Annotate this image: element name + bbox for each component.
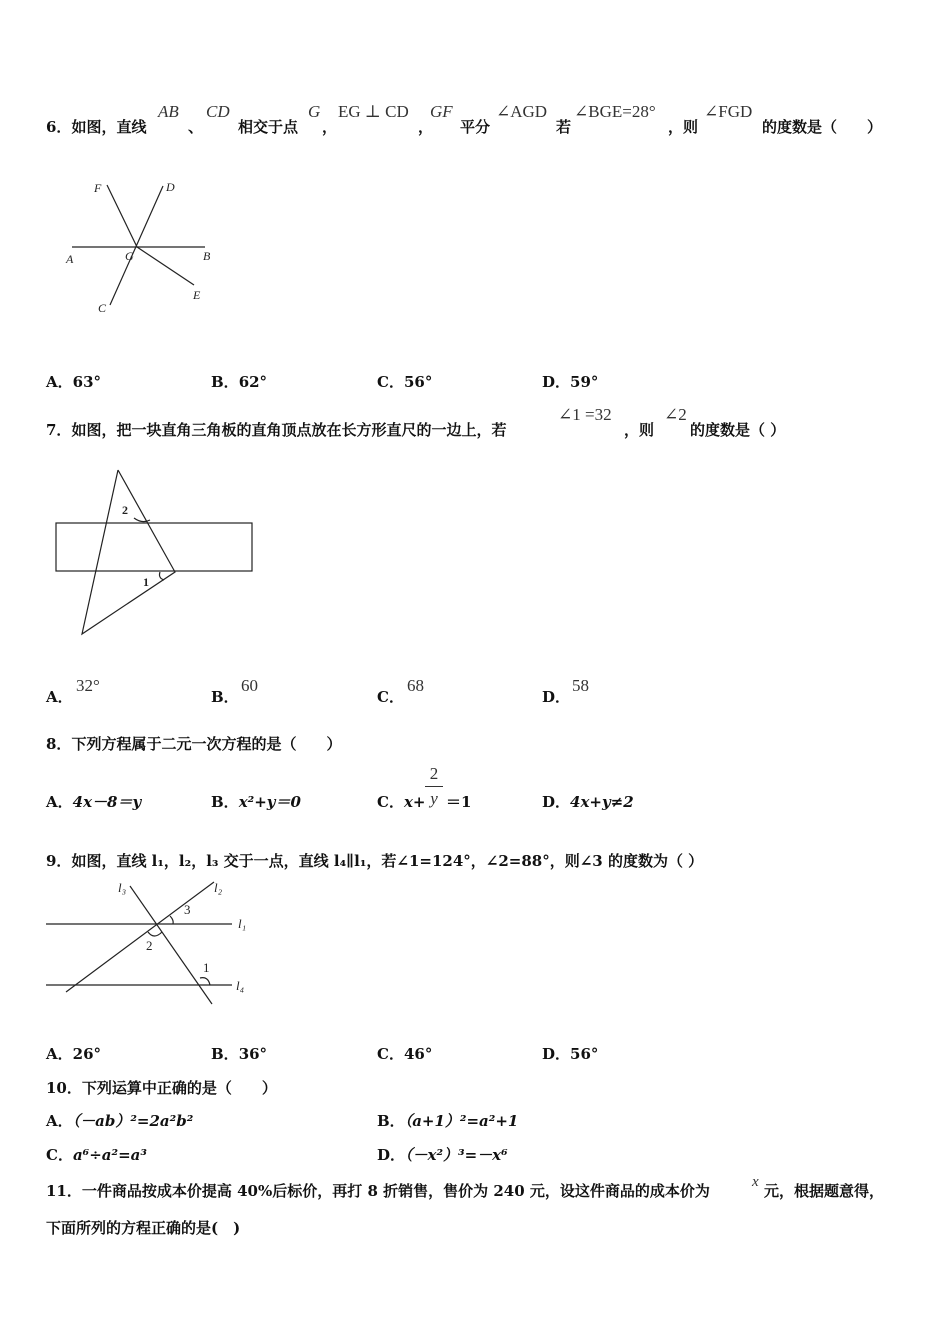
q7-ruler xyxy=(56,523,252,571)
q7-text-degree: 的度数是（ ） xyxy=(690,421,786,439)
q6-option-b[interactable]: B．62° xyxy=(211,373,268,391)
q6-option-a[interactable]: A．63° xyxy=(46,373,102,391)
q10-stem: 10．下列运算中正确的是（ ） xyxy=(46,1079,277,1097)
q6-math-agd: ∠AGD xyxy=(496,102,548,121)
q9-option-a[interactable]: A．26° xyxy=(46,1045,102,1063)
q6-text-degree: 的度数是（ ） xyxy=(762,118,883,136)
q9-label-2: 2 xyxy=(146,938,153,953)
q6-comma-2: ， xyxy=(418,118,434,136)
q7-angle2-arc xyxy=(134,518,150,522)
q6-label-d: D xyxy=(166,180,175,194)
q8-option-a[interactable]: A．4x－8＝y xyxy=(46,793,142,811)
q9-option-b[interactable]: B．36° xyxy=(211,1045,268,1063)
q10-option-c[interactable]: C．a⁶÷a²=a³ xyxy=(46,1146,147,1164)
q8-option-c[interactable]: C．x+ xyxy=(377,793,426,811)
q6-text-bisect: 平分 xyxy=(460,118,491,136)
q6-label-b: B xyxy=(203,249,211,263)
q10-option-d[interactable]: D．（－x²）³=－x⁶ xyxy=(377,1146,508,1164)
q9-label-1: 1 xyxy=(203,960,210,975)
q6-figure xyxy=(60,170,230,320)
q10-option-a[interactable]: A．（－ab）²=2a²b² xyxy=(46,1112,194,1130)
q8-option-c-fraction: 2 y xyxy=(425,764,443,809)
q7-label-2: 2 xyxy=(122,503,128,517)
q6-text-if: 若 xyxy=(556,118,572,136)
q6-label-c: C xyxy=(98,301,107,315)
q6-label-a: A xyxy=(66,252,74,266)
q6-ray-gf xyxy=(107,185,137,247)
q9-label-l2: l₂ xyxy=(214,880,223,895)
q6-math-cd: CD xyxy=(206,102,230,121)
q6-math-bge: ∠BGE=28° xyxy=(574,102,656,121)
q7-angle1-arc xyxy=(160,572,165,580)
q7-math-angle1: ∠1 =32 xyxy=(558,405,612,424)
q11-math-x: x xyxy=(752,1174,759,1190)
q9-option-c[interactable]: C．46° xyxy=(377,1045,433,1063)
q7-text-then: ，则 xyxy=(624,421,655,439)
fraction-bar xyxy=(425,786,443,787)
q6-text-then: ，则 xyxy=(668,118,699,136)
q6-math-gf: GF xyxy=(430,102,453,121)
q6-math-eg-perp-cd: EG ⊥ CD xyxy=(338,102,409,121)
q9-angle2-arc xyxy=(148,932,162,936)
q9-label-l3: l₃ xyxy=(118,880,127,895)
q11-stem-line2: 下面所列的方程正确的是( ) xyxy=(46,1219,241,1237)
q6-ray-ge xyxy=(137,247,194,285)
q7-triangle xyxy=(82,470,175,634)
q7-figure xyxy=(50,462,260,642)
q8-option-c-rhs: ＝1 xyxy=(446,793,472,811)
q9-line-l3 xyxy=(130,886,212,1004)
q9-option-d[interactable]: D．56° xyxy=(542,1045,599,1063)
q7-stem: 7．如图，把一块直角三角板的直角顶点放在长方形直尺的一边上，若 xyxy=(46,421,507,439)
q6-label-g: G xyxy=(125,249,134,263)
q6-option-d[interactable]: D．59° xyxy=(542,373,599,391)
q10-option-b[interactable]: B．（a+1）²=a²+1 xyxy=(377,1112,519,1130)
q6-text-point: 相交于点 xyxy=(238,118,299,136)
q7-math-angle2: ∠2 xyxy=(664,405,687,424)
q9-stem: 9．如图，直线 l₁，l₂，l₃ 交于一点，直线 l₄∥l₁，若∠1=124°，∠2=88°，则∠3 的度数为（ ） xyxy=(46,852,704,870)
q6-math-fgd: ∠FGD xyxy=(704,102,753,121)
q8-option-d[interactable]: D．4x+y≠2 xyxy=(542,793,634,811)
q7-label-1: 1 xyxy=(143,575,149,589)
q11-stem: 11．一件商品按成本价提高 40%后标价，再打 8 折销售，售价为 240 元，设这件商品的成本价为 xyxy=(46,1182,710,1200)
q6-label-f: F xyxy=(94,181,102,195)
q6-sep: 、 xyxy=(188,118,204,136)
q9-label-l4: l₄ xyxy=(236,978,245,993)
q6-label-e: E xyxy=(193,288,201,302)
q6-math-ab: AB xyxy=(158,102,179,121)
q6-option-c[interactable]: C．56° xyxy=(377,373,433,391)
q6-comma-1: ， xyxy=(322,118,338,136)
q8-option-b[interactable]: B．x²+y＝0 xyxy=(211,793,301,811)
q9-angle3-arc xyxy=(170,916,173,924)
q9-label-l1: l₁ xyxy=(238,916,247,931)
q9-label-3: 3 xyxy=(184,902,191,917)
q6-stem: 6．如图，直线 xyxy=(46,118,147,136)
q9-angle1-arc xyxy=(200,978,210,985)
q8-stem: 8．下列方程属于二元一次方程的是（ ） xyxy=(46,735,342,753)
q11-stem-end: 元，根据题意得， xyxy=(764,1182,885,1200)
q6-math-g: G xyxy=(308,102,321,121)
q9-figure xyxy=(40,872,270,1012)
